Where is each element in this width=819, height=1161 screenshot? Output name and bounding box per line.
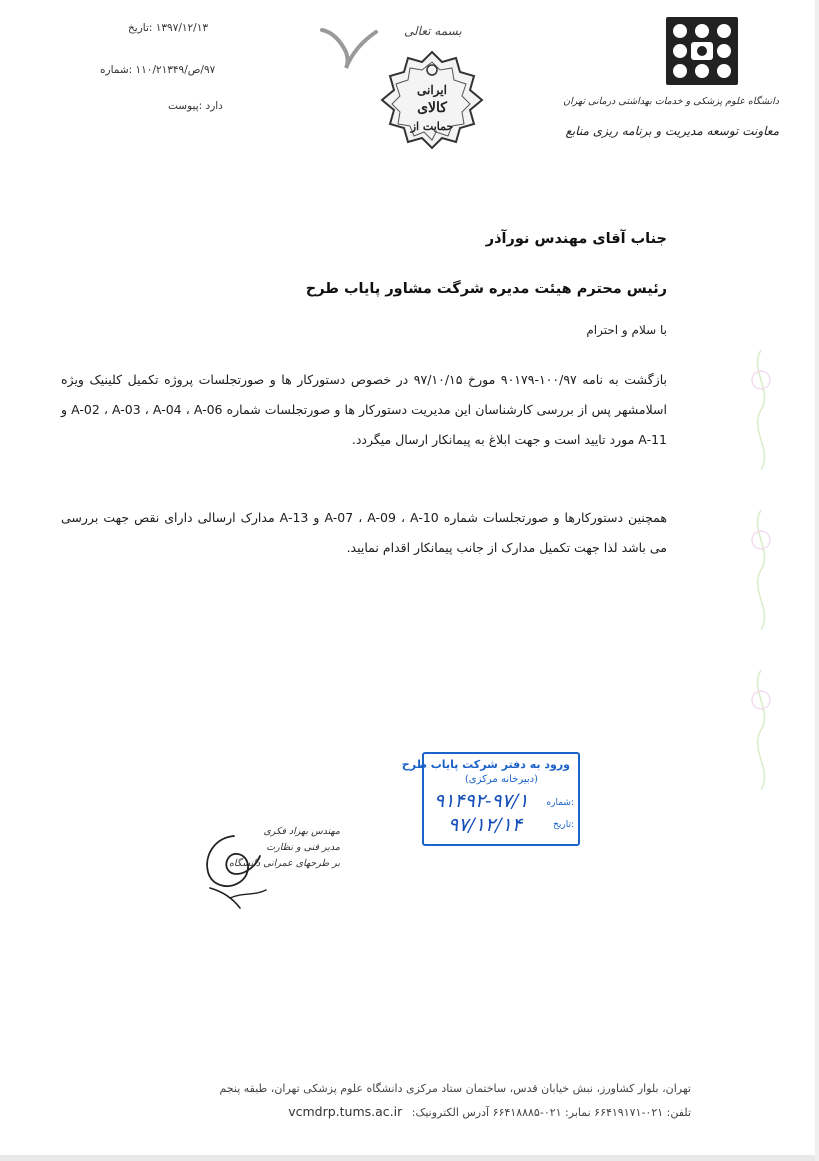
letter-number-value: ۹۷/ص/۱۱۰/۲۱۳۴۹ bbox=[135, 64, 216, 76]
body-paragraph-2: همچنین دستورکارها و صورتجلسات شماره A-07 ، A-09 ، A-10 و A-13 مدارک ارسالی دارای نقص جهت بررسی می باشد لذا جهت تکمیل مدارک از جانب پیمانکار اقدام نمایید. bbox=[61, 510, 667, 555]
emblem-icon bbox=[376, 48, 488, 150]
stamp-date-value: ۹۷/۱۲/۱۴ bbox=[448, 814, 523, 836]
letter-attachment-label: :پیوست bbox=[168, 100, 203, 112]
signatory-name: مهندس بهزاد فکری bbox=[263, 826, 340, 837]
signatory-role: مدیر فنی و نظارت bbox=[266, 842, 340, 853]
emblem-text: ایرانی bbox=[417, 83, 447, 97]
handwritten-signature-icon bbox=[194, 826, 278, 910]
university-logo-icon bbox=[663, 14, 741, 88]
department-name: معاونت توسعه مدیریت و برنامه ریزی منابع bbox=[565, 124, 779, 138]
body-paragraph-1: بازگشت به نامه ۱۰۰/۹۷-۹۰۱۷۹ مورخ ۹۷/۱۰/۱۵ در خصوص دستورکار ها و صورتجلسات پروژه تکمیل کلینیک ویژه اسلامشهر پس از بررسی کارشناسان این مدیریت دستورکار ها و صورتجلسات شماره A-02 ، A-03 ، A-04 ، A-06 و A-11 مورد تایید است و جهت ابلاغ به پیمانکار ارسال میگردد. bbox=[61, 372, 667, 447]
stamp-date-label: :تاریخ bbox=[553, 820, 574, 830]
svg-text:کالای: کالای bbox=[417, 100, 447, 116]
letter-date-label: :تاریخ bbox=[128, 22, 153, 34]
letter-attachment-value: دارد bbox=[205, 100, 223, 112]
letter-date bbox=[114, 22, 208, 34]
receipt-stamp bbox=[401, 752, 580, 846]
page-edge-bottom bbox=[0, 1155, 819, 1161]
stamp-number-label: :شماره bbox=[546, 798, 574, 808]
handwritten-mark-icon bbox=[318, 22, 380, 72]
besmeh-heading: بسمه تعالی bbox=[404, 24, 462, 38]
addressee-title: رئیس محترم هیئت مدیره شرگت مشاور پایاب طرح bbox=[305, 281, 667, 297]
signatory-unit: بر طرحهای عمرانی دانشگاه bbox=[228, 858, 340, 869]
footer-contact bbox=[288, 1104, 691, 1119]
letter-attachment bbox=[154, 100, 223, 112]
organization-name: دانشگاه علوم پزشکی و خدمات بهداشتی درمانی تهران bbox=[563, 96, 779, 107]
svg-text:حمایت از: حمایت از bbox=[410, 120, 454, 133]
stamp-number-value: ۹۱۴۹۲-۹۷/۱ bbox=[434, 790, 529, 812]
letter-date-value: ۱۳۹۷/۱۲/۱۳ bbox=[155, 22, 208, 34]
footer-address: تهران، بلوار کشاورز، نبش خیابان قدس، ساختمان ستاد مرکزی دانشگاه علوم پزشکی تهران، طبقه پنجم bbox=[219, 1082, 691, 1095]
greeting: با سلام و احترام bbox=[586, 323, 667, 337]
footer-contact-text: تلفن: ۰۲۱-۶۶۴۱۹۱۷۱ نمابر: ۰۲۱-۶۶۴۱۸۸۸۵ آدرس الکترونیک: bbox=[411, 1106, 691, 1119]
stamp-title: ورود به دفتر شرکت پایاب طرح bbox=[401, 758, 570, 771]
stamp-subtitle: (دبیرخانه مرکزی) bbox=[464, 774, 538, 785]
page-edge-right bbox=[815, 0, 819, 1161]
letter-number bbox=[86, 64, 215, 76]
addressee-name: جناب آقای مهندس نورآذر bbox=[485, 231, 667, 247]
footer-website-link[interactable]: vcmdrp.tums.ac.ir bbox=[288, 1104, 403, 1119]
margin-decoration-icon bbox=[741, 340, 781, 800]
letter-number-label: :شماره bbox=[100, 64, 133, 76]
